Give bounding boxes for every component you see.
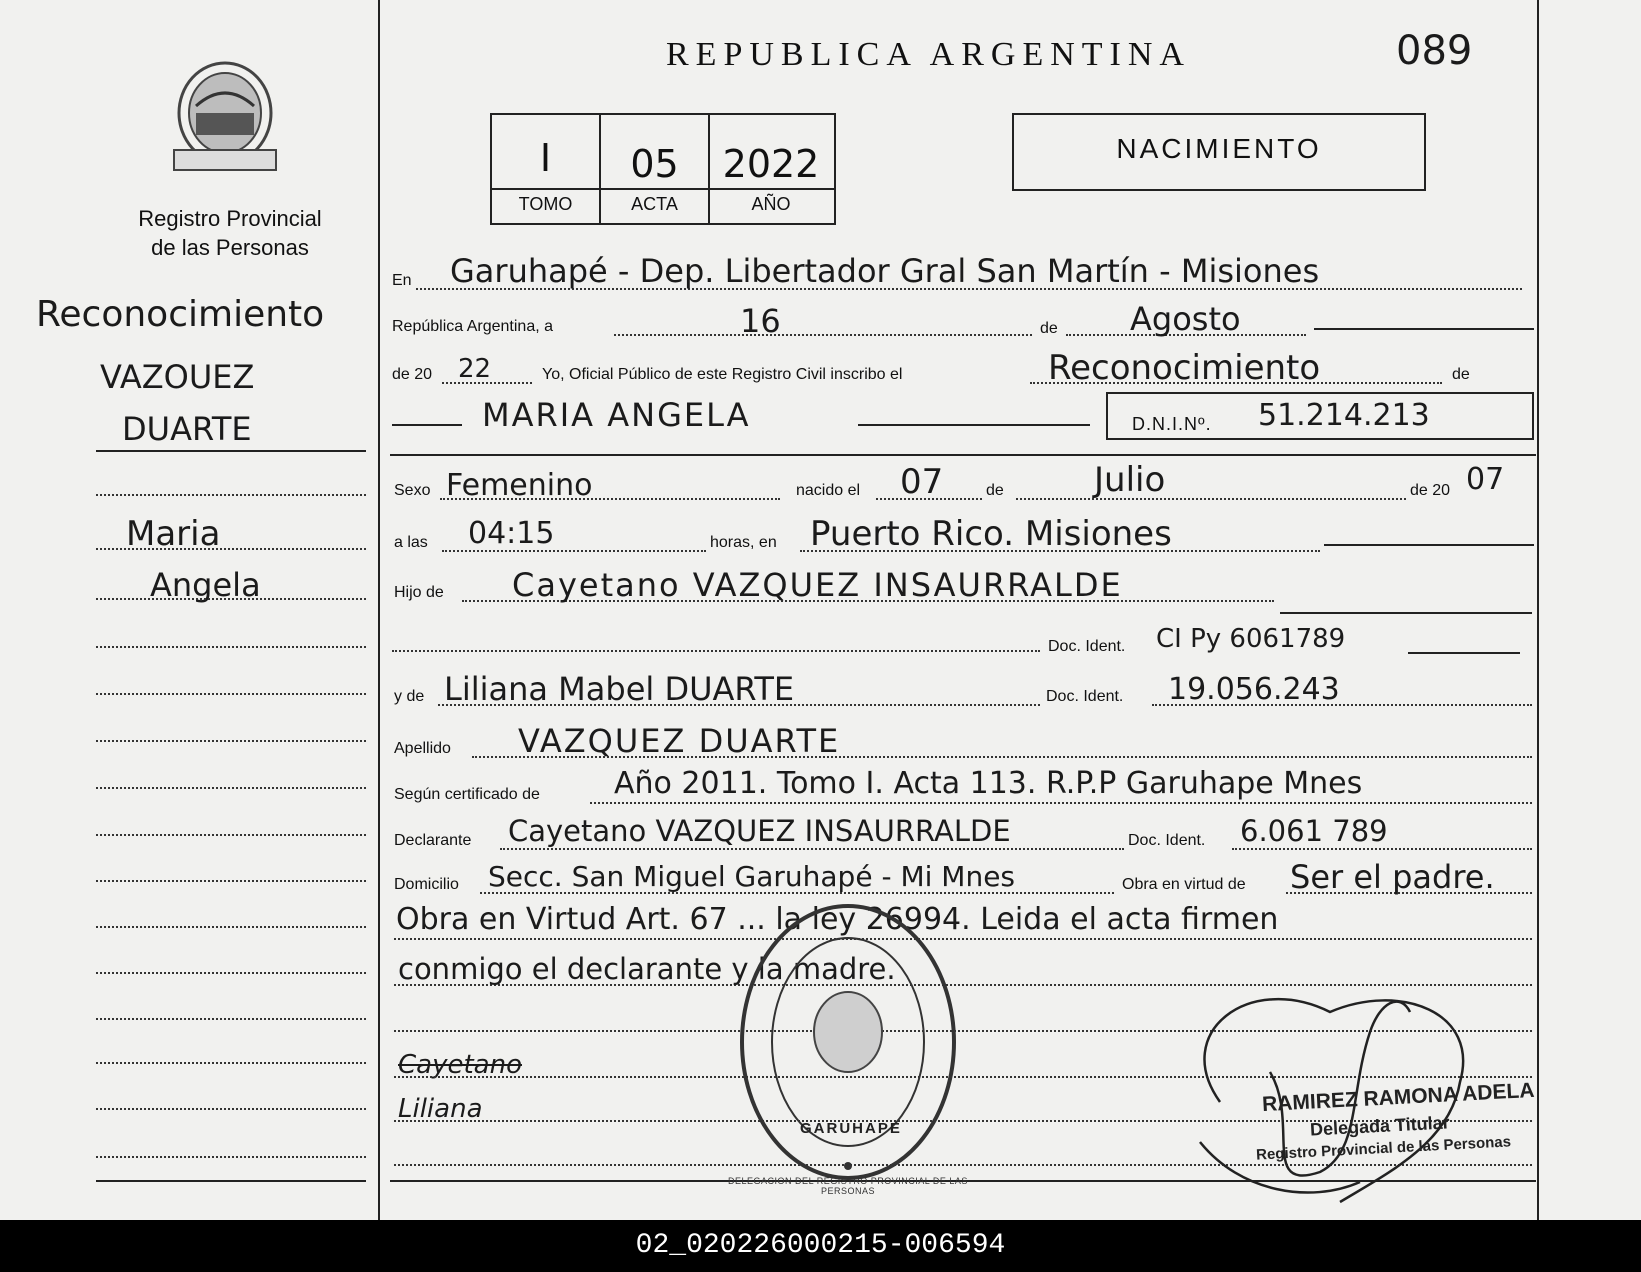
value-month: Agosto: [1130, 300, 1241, 338]
value-note-line1: Obra en Virtud Art. 67 ... la ley 26994. Leida el acta firmen: [396, 902, 1279, 937]
margin-line: [96, 494, 366, 496]
line-father-doc-tail: [1408, 652, 1520, 654]
registry-name-line2: de las Personas: [151, 235, 309, 260]
margin-title-rule: [96, 450, 366, 452]
label-de: de: [1040, 320, 1058, 337]
value-sex: Femenino: [446, 468, 593, 503]
margin-signature-father: Cayetano: [398, 1050, 522, 1080]
section-rule: [390, 454, 1536, 456]
label-y-de: y de: [394, 688, 425, 705]
margin-signature-mother: Liliana: [398, 1094, 483, 1124]
label-de-20-born: de 20: [1410, 482, 1451, 499]
value-birth-place: Puerto Rico. Misiones: [810, 514, 1172, 554]
label-republica: República Argentina, a: [392, 318, 553, 335]
line-birth-month: [1016, 498, 1406, 500]
line-father-doc-lead: [392, 650, 1040, 652]
margin-line: [96, 1108, 366, 1110]
label-de-suffix: de: [1452, 366, 1470, 383]
margin-line: [96, 548, 366, 550]
margin-line: [96, 880, 366, 882]
acta-value: 05: [630, 142, 679, 186]
value-surname: VAZQUEZ DUARTE: [518, 722, 841, 760]
label-de-2: de: [986, 482, 1004, 499]
label-a-las: a las: [394, 534, 428, 551]
line-certificate: [590, 802, 1532, 804]
anio-label: AÑO: [751, 194, 791, 214]
margin-line: [96, 740, 366, 742]
value-declarant-doc: 6.061 789: [1240, 814, 1388, 848]
value-mother: Liliana Mabel DUARTE: [444, 670, 795, 708]
label-apellido: Apellido: [394, 740, 451, 757]
official-title: Delegada Titular: [1309, 1112, 1451, 1140]
value-birth-month: Julio: [1094, 460, 1166, 500]
margin-line: [96, 693, 366, 695]
label-de20: de 20: [392, 366, 433, 383]
value-birth-year-suffix: 07: [1466, 462, 1505, 497]
line-note-1: [394, 938, 1532, 940]
line-birth-place-tail: [1324, 544, 1534, 546]
margin-line: [96, 646, 366, 648]
line-name-lead: [392, 424, 462, 426]
delegation-stamp: [736, 898, 960, 1186]
value-child-name: MARIA ANGELA: [482, 396, 751, 434]
label-segun-certificado: Según certificado de: [394, 786, 540, 803]
acta-label: ACTA: [631, 194, 678, 214]
value-birth-day: 07: [900, 462, 944, 502]
registry-name-line1: Registro Provincial: [138, 206, 322, 231]
margin-divider: [378, 0, 380, 1222]
value-mother-doc: 19.056.243: [1168, 672, 1340, 707]
margin-line: [96, 972, 366, 974]
official-office: Registro Provincial de las Personas: [1255, 1133, 1512, 1164]
label-doc-ident-3: Doc. Ident.: [1128, 832, 1206, 849]
margin-line: [96, 598, 366, 600]
tomo-value: I: [539, 136, 552, 180]
label-yo-oficial: Yo, Oficial Público de este Registro Civil inscribo el: [542, 366, 903, 383]
value-day: 16: [740, 302, 781, 340]
official-name: RAMIREZ RAMONA ADELA: [1261, 1078, 1535, 1117]
line-father-tail: [1280, 612, 1532, 614]
value-note-line2: conmigo el declarante y la madre.: [398, 952, 896, 986]
line-day: [614, 334, 1032, 336]
stamp-ring-text: DELEGACION DEL REGISTRO PROVINCIAL DE LAS PERSONAS: [728, 1176, 968, 1196]
value-reason: Ser el padre.: [1290, 858, 1495, 896]
stamp-center-text: GARUHAPE: [800, 1120, 902, 1137]
value-place: Garuhapé - Dep. Libertador Gral San Martín - Misiones: [450, 252, 1320, 290]
record-type: NACIMIENTO: [1116, 133, 1322, 164]
line-name-tail: [858, 424, 1090, 426]
value-declarant: Cayetano VAZQUEZ INSAURRALDE: [508, 814, 1011, 848]
label-declarante: Declarante: [394, 832, 472, 849]
label-domicilio: Domicilio: [394, 876, 459, 893]
label-en: En: [392, 272, 412, 289]
value-dni: 51.214.213: [1258, 398, 1430, 433]
label-dni: D.N.I.Nº.: [1132, 414, 1212, 434]
label-hijo-de: Hijo de: [394, 584, 444, 601]
margin-title-line3: DUARTE: [122, 410, 252, 448]
label-doc-ident-1: Doc. Ident.: [1048, 638, 1126, 655]
margin-line: [96, 1062, 366, 1064]
country-heading: REPUBLICA ARGENTINA: [666, 36, 1191, 73]
label-nacido-el: nacido el: [796, 482, 861, 499]
margin-line: [96, 1018, 366, 1020]
margin-line: [96, 1156, 366, 1158]
misiones-seal-logo: [166, 58, 284, 178]
margin-name-line2: Angela: [150, 566, 261, 604]
scan-code-footer: 02_020226000215-006594: [0, 1220, 1641, 1272]
value-father: Cayetano VAZQUEZ INSAURRALDE: [512, 566, 1123, 604]
value-certificate: Año 2011. Tomo I. Acta 113. R.P.P Garuhape Mnes: [614, 766, 1363, 801]
line-declarant-doc: [1232, 848, 1532, 850]
value-domicile: Secc. San Miguel Garuhapé - Mi Mnes: [488, 860, 1016, 893]
record-id-label-rule: [490, 188, 834, 190]
margin-bottom-rule: [96, 1180, 366, 1182]
label-obra-en-virtud: Obra en virtud de: [1122, 876, 1246, 893]
margin-title-line1: Reconocimiento: [36, 294, 325, 335]
value-act-type: Reconocimiento: [1048, 348, 1321, 388]
label-horas-en: horas, en: [710, 534, 777, 551]
margin-name-line1: Maria: [126, 514, 221, 554]
label-doc-ident-2: Doc. Ident.: [1046, 688, 1124, 705]
anio-value: 2022: [722, 142, 820, 186]
margin-line: [96, 926, 366, 928]
line-declarant: [500, 848, 1124, 850]
page-number: 089: [1396, 28, 1473, 74]
margin-line: [96, 834, 366, 836]
value-father-doc: CI Py 6061789: [1156, 624, 1346, 654]
line-month-tail: [1314, 328, 1534, 330]
margin-title-line2: VAZOUEZ: [100, 358, 255, 396]
margin-line: [96, 787, 366, 789]
value-birth-time: 04:15: [468, 516, 555, 551]
label-sexo: Sexo: [394, 482, 431, 499]
value-year-suffix: 22: [458, 354, 492, 384]
right-border: [1537, 0, 1539, 1222]
tomo-label: TOMO: [518, 194, 573, 214]
